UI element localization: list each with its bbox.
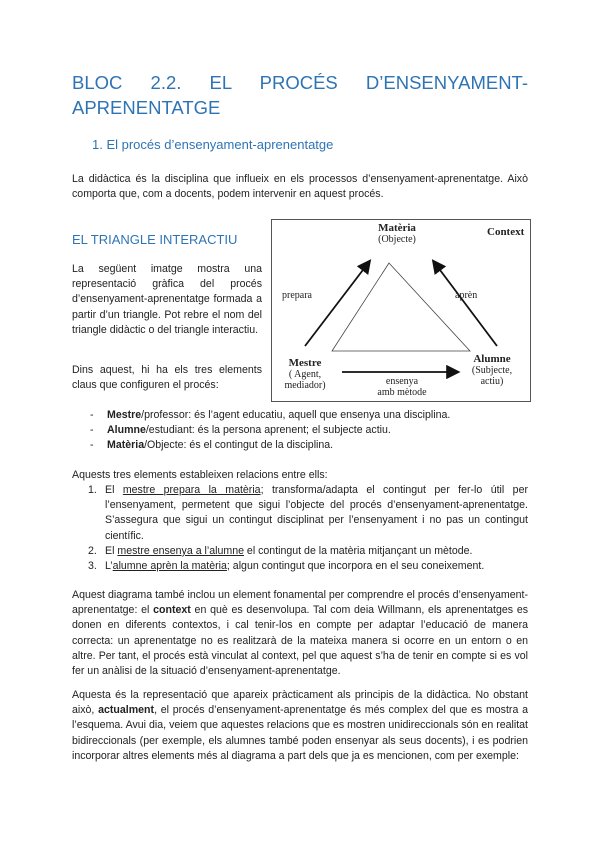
mestre-sub-1: ( Agent, [288,369,322,380]
triangle-paragraph-1: La següent imatge mostra una representació gràfica del procés d’ensenyament-aprenentatge formada a partir d’un triangle. Pot rebre el nom del triangle didàctic o del triangle interactiu. [72,263,262,336]
metode-label: amb mètode [377,387,427,398]
relations-list [72,483,528,574]
ensenya-label: ensenya [385,376,419,387]
alumne-sub-1: (Subjecte, [471,365,513,376]
didactic-triangle-diagram [271,219,531,402]
mestre-sub-2: mediador) [284,380,326,391]
final-paragraph: Aquesta és la representació que apareix pràcticament als principis de la didàctica. No obstant això, actualment, el procés d’ensenyament-aprenentatge és més complex del que es mostra a l’esquema. Avui dia, veiem que aquestes relacions que es mostren unidireccionals són en realitat bidireccionals (per exemple, els alumnes també poden ensenyar als seus docents), i es podrien incorporar altres elements més al diagrama a part dels que ja es mencionen, com per exemple: [72,689,528,762]
section-heading: EL TRIANGLE INTERACTIU [72,232,238,247]
mestre-label: Mestre [288,357,322,369]
prepara-label: prepara [282,290,312,301]
list-item: 3. L’alumne aprèn la matèria; algun contingut que incorpora en el seu coneixement. [88,560,485,573]
triangle-paragraph-2: Dins aquest, hi ha els tres elements claus que configuren el procés: [72,364,262,392]
triangle-shape [332,263,470,351]
arrow-apren [434,262,497,346]
context-label: Context [487,226,525,238]
intro-paragraph: La didàctica és la disciplina que influeix en els processos d’ensenyament-aprenentatge. Això comporta que, com a docents, podem intervenir en aquest procés. [72,173,528,201]
list-item: 1. El mestre prepara la matèria; transforma/adapta el contingut per fer-lo útil per l’ensenyament, permetent que sigui l’objecte del procés d’ensenyament-aprenentatge. S’assegura que sigui un contingut disciplinat per l’ensenyament i no pas un contingut científic. [88,484,528,542]
elements-list [72,408,528,454]
section-subtitle: 1. El procés d’ensenyament-aprenentatge [92,137,334,152]
list-item: - Matèria/Objecte: és el contingut de la disciplina. [72,438,528,453]
page-title: BLOC 2.2. EL PROCÉS D’ENSENYAMENT-APRENENTATGE [72,72,528,118]
alumne-sub-2: actiu) [480,376,504,387]
materia-sub: (Objecte) [378,234,416,245]
arrow-prepara [305,262,369,346]
materia-label: Matèria [378,222,416,234]
alumne-label: Alumne [473,353,511,365]
relations-intro: Aquests tres elements estableixen relacions entre ells: [72,469,328,481]
list-item: - Alumne/estudiant: és la persona aprenent; el subjecte actiu. [72,423,528,438]
list-item: 2. El mestre ensenya a l’alumne el contingut de la matèria mitjançant un mètode. [88,544,473,557]
context-paragraph: Aquest diagrama també inclou un element fonamental per comprendre el procés d’ensenyament-aprenentatge: el context en què es desenvolupa. Tal com deia Willmann, els aprenentatges es donen en diferents contextos, i cal tenir-los en compte per adaptar l’educació de manera correcta: un aprenentatge no es realitzarà de la mateixa manera si ocorre en un entorn o en altre. Per tant, el procés està vinculat al context, pel que aquest s’ha de tenir en compte si es vol fer un anàlisi de la situació d’ensenyament-aprenentatge. [72,589,529,678]
list-item: - Mestre/professor: és l’agent educatiu, aquell que ensenya una disciplina. [72,408,528,423]
apren-label: aprèn [455,290,478,301]
